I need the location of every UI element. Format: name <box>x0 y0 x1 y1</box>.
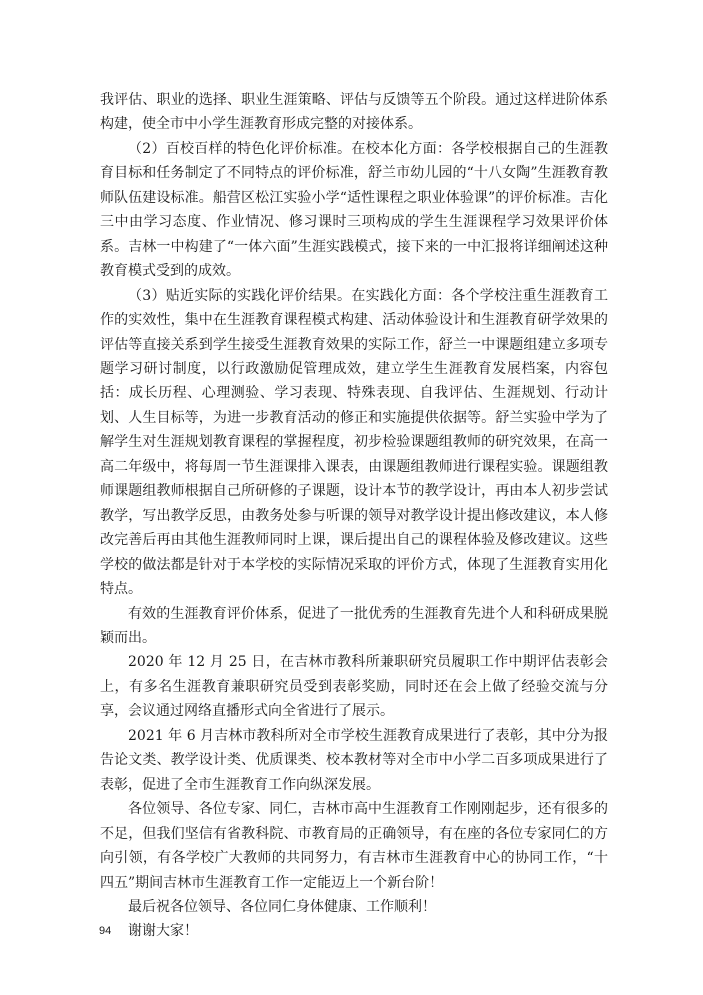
paragraph-outlook: 各位领导、各位专家、同仁，吉林市高中生涯教育工作刚刚起步，还有很多的不足，但我们坚信有省教科院、市教育局的正确领导，有在座的各位专家同仁的方向引领，有各学校广大教师的共同努力，有吉林市生涯教育中心的协同工作，“十四五”期间吉林市生涯教育工作一定能迈上一个新台阶！ <box>100 801 608 891</box>
paragraph-2020-commendation: 2020 年 12 月 25 日，在吉林市教科所兼职研究员履职工作中期评估表彰会上，有多名生涯教育兼职研究员受到表彰奖励，同时还在会上做了经验交流与分享，会议通过网络直播形式向全省进行了展示。 <box>100 654 608 720</box>
paragraph-evaluation-results: （3）贴近实际的实践化评价结果。在实践化方面：各个学校注重生涯教育工作的实效性，集中在生涯教育课程模式构建、活动体验设计和生涯教育研学效果的评估等直接关系到学生接受生涯教育效果的实际工作，舒兰一中课题组建立多项专题学习研讨制度，以行政激励促管理成效，建立学生生涯教育发展档案，内容包括：成长历程、心理测验、学习表现、特殊表现、自我评估、生涯规划、行动计划、人生目标等，为进一步教育活动的修正和实施提供依据等。舒兰实验中学为了解学生对生涯规划教育课程的掌握程度，初步检验课题组教师的研究效果，在高一高二年级中，将每周一节生涯课排入课表，由课题组教师进行课程实验。课题组教师课题组教师根据自己所研修的子课题，设计本节的教学设计，再由本人初步尝试教学，写出教学反思，由教务处参与听课的领导对教学设计提出修改建议，本人修改完善后再由其他生涯教师同时上课，课后提出自己的课程体验及修改建议。这些学校的做法都是针对于本学校的实际情况采取的评价方式，体现了生涯教育实用化特点。 <box>100 287 608 598</box>
paragraph-closing-wishes: 最后祝各位领导、各位同仁身体健康、工作顺利！ <box>128 898 436 915</box>
document-body <box>100 88 608 944</box>
paragraph-2021-commendation: 2021 年 6 月吉林市教科所对全市学校生涯教育成果进行了表彰，其中分为报告论文类、教学设计类、优质课类、校本教材等对全市中小学二百多项成果进行了表彰，促进了全市生涯教育工作向纵深发展。 <box>100 727 608 793</box>
paragraph-effective-system: 有效的生涯教育评价体系，促进了一批优秀的生涯教育先进个人和科研成果脱颖而出。 <box>100 605 608 646</box>
paragraph-thanks: 谢谢大家！ <box>128 923 198 940</box>
paragraph-evaluation-standard: （2）百校百样的特色化评价标准。在校本化方面：各学校根据自己的生涯教育目标和任务制定了不同特点的评价标准，舒兰市幼儿园的“十八女陶”生涯教育教师队伍建设标准。船营区松江实验小学“适性课程之职业体验课”的评价标准。吉化三中由学习态度、作业情况、修习课时三项构成的学生生涯课程学习效果评价体系。吉林一中构建了“一体六面”生涯实践模式，接下来的一中汇报将详细阐述这种教育模式受到的成效。 <box>100 140 608 280</box>
page-number: 94 <box>99 925 112 937</box>
paragraph-continuation: 我评估、职业的选择、职业生涯策略、评估与反馈等五个阶段。通过这样进阶体系构建，使全市中小学生涯教育形成完整的对接体系。 <box>100 92 608 133</box>
